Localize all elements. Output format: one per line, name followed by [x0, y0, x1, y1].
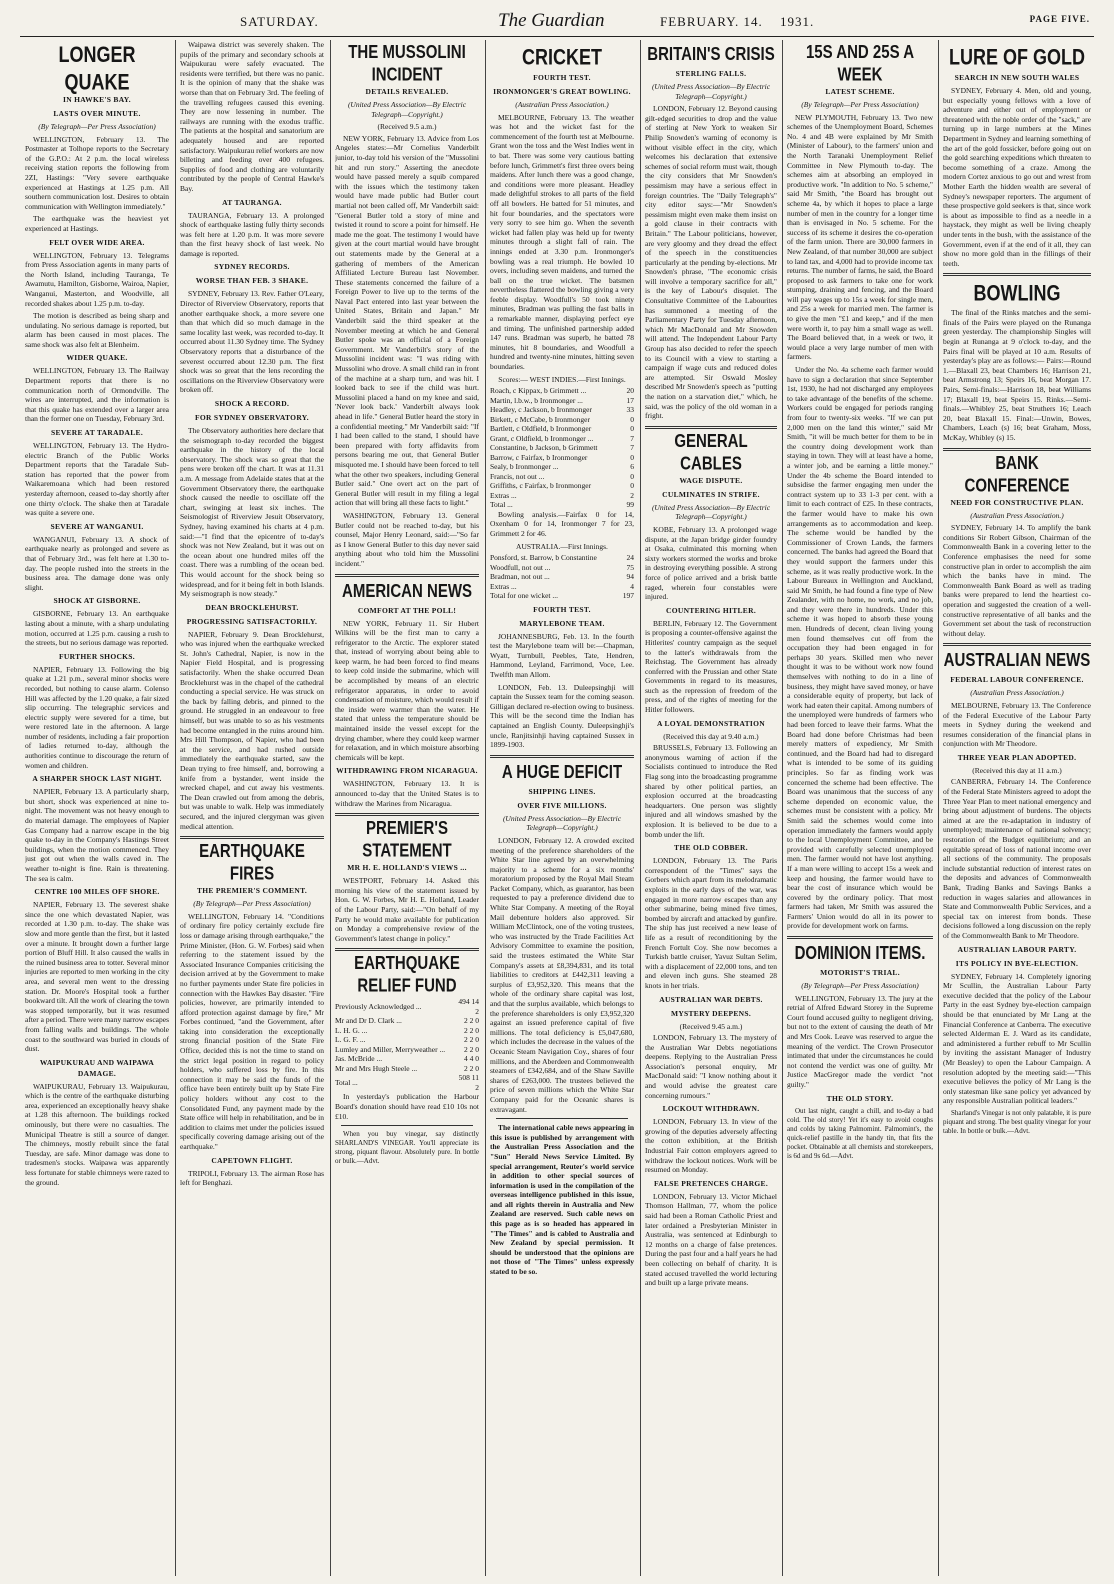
subheading: CULMINATES IN STRIFE. [662, 489, 760, 499]
subheading: AUSTRALIAN LABOUR PARTY. [957, 944, 1077, 954]
article-paragraph: KOBE, February 13. A prolonged wage dispute, at the Japan bridge girder foundry at Osaka, culminated this morning when sixty workers stormed the works and broke in destroying everything possible. A strong force of police arrived and a brisk battle raged, wherein four constables were injured. [645, 524, 777, 602]
received-time: (Received this day at 9.40 a.m.) [663, 731, 759, 741]
article-paragraph: WELLINGTON, February 13. Telegrams from Press Association agents in many parts of the North Island, including Tauranga, Te Awamutu, Hamilton, Gisborne, Wairoa, Napier, Wanganui, Masterton, and Woodville, all recorded shakes about 1.25 p.m. to-day. [25, 250, 169, 308]
score-row [490, 572, 634, 582]
article-paragraph: BERLIN, February 12. The Government is proposing a counter-offensive against the Hitlerites' country campaign as the sequel to the latter's withdrawals from the Reichstag. The Government has already conferred with the Prussian and other State Governments in regard to its measures, such as the repression of freedom of the press, and of the rights of meeting for the Hitler followers. [645, 618, 777, 715]
table-cell-value: 75 [626, 562, 634, 572]
article-paragraph: LONDON, February 12. A crowded excited meeting of the preference shareholders of the White Star line agreed by an overwhelming majority to a scheme for a six months' moratorium proposed by the Royal Mail Steam Packet Company, which, as guarantor, has been requested to pay a preference dividend due to White Star Company. A meeting of the Royal Mail debenture holders also approved. Sir William McClintock, one of the voting trustees, who was instructed by the Trade Facilities Act Advisory Committee to examine the position, said the trustees estimated the White Star Company's assets at £8,394,831, and its total liabilities to creditors at £442,311 leaving a surplus of £3,952,320. This means that the whole of the ordinary share capital was lost, and that the surplus available, which belongs to the preference shareholders is only £3,952,320 against an issued preference capital of five millions. The total deficiency is £5,047,680, which includes the decrease in the values of the Oceanic Steam Navigation Coy., shares of four millions, and the Aberdeen and Commonwealth steamers of £342,684, and of the Shaw Saville shares of £263,000. The trustees believed the price of seven millions which the White Star Company paid for the Oceanic shares is extravagant. [490, 835, 634, 1114]
table-cell-value: 33 [626, 405, 634, 415]
section-divider [335, 813, 479, 816]
headline-15s-and-25s: 15S AND 25S A WEEK [805, 41, 915, 86]
subheading: FURTHER SHOCKS. [59, 651, 135, 661]
table-cell-label: Jas. McBride ... [335, 1054, 383, 1064]
table-cell-label: Martin, l.b.w., b Ironmonger ... [490, 395, 583, 405]
table-cell-label: Bartlett, c Oldfield, b Ironmonger [490, 424, 592, 434]
headline-australian-news: AUSTRALIAN NEWS [943, 650, 1091, 672]
table-cell-value: 494 14 2 [458, 997, 479, 1016]
received-time: (Received this day at 11 a.m.) [972, 765, 1062, 775]
scorecard-title: AUSTRALIA.—First Innings. [516, 541, 608, 551]
subheading: FOR SYDNEY OBSERVATORY. [195, 413, 309, 422]
subheading: CENTRE 100 MILES OFF SHORE. [34, 887, 160, 897]
article-paragraph: CANBERRA, February 14. The Conference of the Federal State Ministers agreed to adopt the Three Year Plan to meet national emergency and bring about adjustment of burdens. The objects aimed at are the re-adaptation in industry of unemployed; maintenance of national solvency; restoration of the Budget equilibrium; and an equitable spread of loss of national income over all sections of the community. The proposals include substantial reduction of interest rates on the deposits and advances of Commonwealth Bank, Trading Banks and Savings Banks a reduction in wages salaries and allowances in State and Commonwealth Public Services, and a special tax on interest from bonds. These decisions followed a long discussion on the reply of the Commonwealth Bank to Mr Theodore. [943, 777, 1091, 940]
subheading: WITHDRAWING FROM NICARAGUA. [336, 766, 478, 776]
scorecard-title: Scores:— WEST INDIES.—First Innings. [498, 374, 626, 384]
column-rule [175, 40, 176, 1576]
scorecard-west-indies [490, 386, 634, 510]
subheading: FOURTH TEST. [533, 73, 591, 82]
column-1 [25, 40, 169, 1576]
score-row [490, 386, 634, 396]
source-credit: (By Telegraph—Per Press Association) [38, 122, 156, 131]
masthead [20, 6, 1094, 37]
table-cell-value: 4 4 0 [464, 1054, 479, 1064]
headline-dominion-items: DOMINION ITEMS. [794, 942, 926, 965]
fund-row [335, 1026, 479, 1036]
article-paragraph: NAPIER, February 13. A particularly sharp, but short, shock was experienced at nine to-night. The movement was not heavy enough to do material damage. The employees of Napier Gas Company had a narrow escape in the big quake to-day in the Company's Hastings Street buildings, when the motion commenced. They just got out when the walls caved in. The weather to-night is fine. Rain is threatening. The sea is calm. [25, 787, 169, 883]
subheading: LASTS OVER MINUTE. [53, 109, 141, 118]
score-row [490, 405, 634, 415]
table-cell-label: Griffiths, c Fairfax, b Ironmonger [490, 481, 592, 491]
table-cell-value: 197 [622, 591, 634, 601]
subheading: SEVERE AT WANGANUI. [50, 521, 144, 531]
fund-row [335, 1035, 479, 1045]
score-row [490, 424, 634, 434]
article-paragraph: WANGANUI, February 13. A shock of earthquake nearly as prolonged and severe as that of February 3rd., was felt here at 1.30 to-day. The people rushed into the streets in the business area. The damage done was only slight. [25, 534, 169, 592]
table-cell-value: 4 [630, 581, 634, 591]
table-cell-value: 20 [626, 386, 634, 396]
fund-row [335, 1045, 479, 1055]
article-paragraph: GISBORNE, February 13. An earthquake lasting about a minute, with a sharp undulating motion, occurred at 1.25 p.m. causing a rush to the streets, but no serious damage was reported. [25, 609, 169, 648]
table-cell-label: Barrow, c Fairfax, b Ironmonger [490, 452, 588, 462]
headline-american-news: AMERICAN NEWS [342, 580, 472, 602]
score-row [490, 415, 634, 425]
score-row [490, 491, 634, 501]
article-paragraph: TAURANGA, February 13. A prolonged shock of earthquake lasting fully thirty seconds was felt here at 1.20 p.m. It was more severe than the first heavy shock of last week. No damage is reported. [180, 210, 324, 258]
source-credit: (By Telegraph—Per Press Association) [193, 899, 311, 909]
table-cell-value: 0 [630, 452, 634, 462]
subheading: MR H. E. HOLLAND'S VIEWS ... [347, 863, 467, 873]
table-cell-label: Total for one wicket ... [490, 591, 558, 601]
headline-bowling: BOWLING [973, 280, 1061, 306]
article-paragraph: NAPIER, February 13. The severest shake since the one which devastated Napier, was recorded at 1.30 p.m. to-day. The shake was slow and more gentle than the first, but it lasted over a minute. It brought down a further large portion of Bluff Hill. It also caused the walls in the ruined business area to totter. Several minor injuries are reported to men working in the city area, and several men went to the dressing station. Dr. Moore's Hospital took a further bookward tilt. All the work of clearing the town was stopped temporarily, but it was resumed after a period. There were many narrow escapes from falling walls and buildings. The whole coast to the southward was buried in clouds of dust. [25, 900, 169, 1054]
source-credit: (United Press Association—By Electric Telegraph—Copyright.) [347, 100, 467, 119]
subheading: FELT OVER WIDE AREA. [49, 237, 145, 247]
article-paragraph: WELLINGTON, February 13. The jury at the retrial of Alfred Edward Storey in the Supreme Court found accused guilty to negligent driving, but not to the extent of causing the death of Mr and Mrs Cook. Leave was reserved to argue the meaning of the verdict. The Crown Prosecutor intimated that under the circumstances he could not contend the verdict was one of guilty. Mr Justice MacGregor made the verdict "not guilty." [787, 993, 933, 1089]
subheading: A SHARPER SHOCK LAST NIGHT. [32, 774, 162, 784]
article-paragraph: NEW PLYMOUTH, February 13. Two new schemes of the Unemployment Board, Schemes No. 4 and 4B were explained by Mr Smith (Minister of Labour), to the farmers' union and the North Taranaki Unemployment Relief Committee in New Plymouth to-day. The schemes aim at absorbing an employed in productive work. "In addition to No. 5 scheme," said Mr Smith, "the Board has brought out scheme 4a, by which it hopes to place a large number of men in the country for a longer time than is envisaged in No. 5 scheme. For the success of its scheme it desires the co-operation of the farm union. There are 30,000 farmers in New Zealand, of that number 30,000 are subject to land tax, and 4,000 had to provide income tax returns. The number of farms, he said, the Board proposed to ask farmers to take one for work stumping, draining and fencing, and the Board will pay wages up to 15s a week for single men, and 25s a week for married men. The farmer is to give the men "£1 and keep," and if the men were worth it, to pay him a small wage as well. The Board believed that, in a week or two, it would place a very large number of men with farmers. [787, 112, 933, 362]
subheading: AUSTRALIAN WAR DEBTS. [659, 994, 763, 1004]
article-paragraph: WELLINGTON, February 14. "Conditions of ordinary fire policy certainly exclude fire loss or damage arising through earthquake," the Prime Minister, (Hon. G. W. Forbes) said when referring to the statement issued by the Associated Insurance Companies criticising the decision arrived at by the Government to make no further payments under State fire policies in connection with the Hawkes Bay disaster. "Fire policies, however, are primarily intended to afford protection against damage by fire," Mr Forbes continued, "and the Government, after taking into consideration the exceptionally strong financial position of the State Fire Office, decided this is not the time to stand on the strict legal position in regard to policy holders, who suffered loss by fire. In this connection it may be said the funds of the office have been entirely built up by State Fire policy holders without any cost to the Consolidated Fund, any payment made by the State office will help in rehabilitation, and be in addition to claims met under the policies issued specifically covering damage arising out of the earthquake." [180, 911, 324, 1151]
subheading: LOCKOUT WITHDRAWN. [662, 1104, 760, 1114]
headline-mussolini-incident: THE MUSSOLINI INCIDENT [348, 41, 466, 86]
subheading: IRONMONGER'S GREAT BOWLING. [493, 87, 631, 96]
fund-row [335, 1064, 479, 1074]
table-cell-value: 2 2 0 [464, 1063, 479, 1073]
section-divider [645, 426, 777, 429]
subheading: SHOCK AT GISBORNE. [53, 596, 141, 606]
table-cell-value: 2 2 0 [464, 1044, 479, 1054]
score-row [490, 396, 634, 406]
table-cell-value: 17 [626, 395, 634, 405]
score-row [490, 563, 634, 573]
article-paragraph: SYDNEY, February 14. Completely ignoring Mr Scullin, the Australian Labour Party executive decided that the policy of the Labour Party in the east Sydney bye-election campaign should be that enunciated by Mr Lang at the Financial Conference at Canberra. The executive selected Alderman E. J. Ward as its candidate, and administered a further rebuff to Mr Scullin by inviting the assistant Manager of Industry (Mr Beasley) to open the Labour Campaign. A resolution adopted by the meeting said:—"This executive believes the policy of Mr Lang is the only statesman like sane policy yet advanced by any responsible Australian political leaders." [943, 971, 1091, 1106]
article-paragraph: WELLINGTON, February 13. The Railway Department reports that there is no communication north of Ormondville. The wires are interrupted, and the information is that this quake has extended over a larger area than the former one on Tuesday, February 3rd. [25, 366, 169, 424]
article-paragraph: Under the No. 4a scheme each farmer would have to sign a declaration that since September 1st, 1930, he had not discharged any employees to take advantage of the benefits of the scheme. Workers could be engaged for periods ranging from four to twenty-six weeks. "If we can put 2,000 men on the land this winter," said Mr Smith, "it will be much better for them to be in the country doing development work than staying in town. They will at least have a home, a winter job, and be earning a little money." Under the 4b scheme the Board intended to subsidise the farmer engaging men under the contract system up to 33 1-3 per cent. with a limit to each contract of £25. In these contracts, the farmer would have to make his own arrangements as to accommodation and keep. The scheme would be handled by the Commissioner of Crown Lands, the farmers concerned. The banks had agreed the Board that they would support the farmers under this scheme, as it was really productive work. In the Labour Bureaux in Wellington and Auckland, said Mr Smith, he had found a fine type of New Zealander, with no home, no work, and no job, and they were there in hundreds. Under this scheme it was hoped to absorb these young men. Hundreds of decent, clean living young men found themselves cut off from the occupation they had been engaged in for perhaps 30 years. Skilled men who never thought it was to be without work now found themselves with nothing to do in a line of business, they might have saved money, or have a considerable equity of property, but lack of work had eaten their capital. Among numbers of the unemployed were hundreds of farmers who had been forced to leave their farms. What the Board had done before Christmas had been merely matters of expediency, Mr Smith continued, and the Board had had to disregard what is intended to be some of its guiding principles. So far as finding work was concerned the scheme had been effective. The Board was unanimous that the success of any scheme depended on economic value, the schemes must be consistent with a policy. Mr Smith said the schemes would come into operation immediately the farmers would apply to the local Unemployment Committee, and be provided with carefully selected unemployed men. The farmer would not have lost anything. If a man were willing to accept 15s a week and keep and housing, the farmer would have to bear the cost of insurance which would be covered by the ordinary policy. That most farmers had taken, Mr Smith was assured the Farmers' Union would do all in its power to provide for development work on farms. [787, 365, 933, 931]
subheading: A LOYAL DEMONSTRATION [657, 718, 765, 728]
subheading: PROGRESSING SATISFACTORILY. [186, 616, 318, 626]
subheading: ITS POLICY IN BYE-ELECTION. [955, 958, 1079, 968]
column-3 [335, 40, 479, 1576]
subheading: SHIPPING LINES. [528, 786, 596, 796]
subheading: COUNTERING HITLER. [666, 605, 756, 615]
table-cell-label: Extras ... [490, 581, 517, 591]
received-time: (Received 9.5 a.m.) [377, 122, 437, 132]
article-paragraph: LONDON, February 12. Beyond causing gilt-edged securities to drop and the value of sterling at New York to weaken Sir Philip Snowden's warning of economy is without visible effect in the city, which welcomes his declaration that extensive schemes of social reform must wait, though the city considers that Mr Snowden's pessimism may have a serious effect in foreign countries. The "Daily Telegraph's" city editor says:—"Mr Snowden's pessimism might even make them insist on a gold clause in their contracts with Britain." The Labour politicians, however, are very gloomy and they dread the effect of the speech in the constituencies particularly at the pending by-elections. Mr Snowden's phrase, "The economic crisis will involve a temporary sacrifice for all," is the key of Labour's disquiet. The Consultative Committee of the Labourites has summoned a meeting of the Parliamentary Party for Tuesday afternoon, which Mr MacDonald and Mr Snowden will attend. The Independent Labour Party Group has also decided to refer the speech to its Council with a view to starting a campaign if wage cuts and reduced doles are attempted. Sir Oswald Mosley described Mr Snowden's speech as "putting the nation on a starvation diet," which, he said, was the policy of the old woman in a fright. [645, 104, 777, 421]
article-paragraph: WAIPUKURAU, February 13. Waipukurau, which is the centre of the earthquake disturbing area, experienced an exceptionally heavy shake at 1.28 this afternoon. The buildings rocked ominously, but there were no casualties. The Municipal Theatre is still a source of danger. The chimneys, mostly rebuilt since the fatal Tuesday, are safe. Minor damage was done to tradesmen's stocks. Waipawa was apparently less fortunate for stable chimneys were razed to the ground. [25, 1081, 169, 1187]
divider [496, 1118, 628, 1119]
subheading: WORSE THAN FEB. 3 SHAKE. [195, 276, 309, 286]
article-paragraph: WASHINGTON, February 13. It is announced to-day that the United States is to withdraw the Marines from Nicaragua. [335, 779, 479, 808]
table-cell-value: 2 2 0 [464, 1016, 479, 1026]
subheading: WAIPUKURAU AND WAIPAWA DAMAGE. [39, 1057, 155, 1078]
scorecard-australia [490, 553, 634, 601]
subheading: THE PREMIER'S COMMENT. [196, 886, 307, 896]
article-paragraph: SYDNEY, February 4. Men, old and young, but especially young fellows with a love of adventure and either out of employment or threatened with the noble order of the "sack," are turning up in large numbers at the Mines Department in Sydney and learning something of the art of the gold fossicker, before going out on the gold searching expeditions which threaten to become something of a craze. Among the modern Cortez anxious to go out and wrest from Mother Earth the hidden wealth are several of Sydney's newspaper reporters. The argument of these prospective gold seekers is that, since work is about as impossible to find as a needle in a haystack, they might as well be living cheaply under tents in the bush, with the assistance of the Government, even if at the end of it all, they can show no more gold than in the fillings of their teeth. [943, 86, 1091, 268]
score-row [490, 582, 634, 592]
article-paragraph: SYDNEY, February 14. To amplify the bank conditions Sir Robert Gibson, Chairman of the Commonwealth Bank in a covering letter to the Conference emphasises the need for some constructive plan in order to accomplish the aim which the banks have in mind. The Commonwealth Bank Board as well as trading banks were prepared to lend the heartiest co-operation and suggested the creation of a well-constructive representative of all banks and the Government set about the task of reconstruction without delay. [943, 523, 1091, 638]
article-paragraph: The Observatory authorities here declare that the seismograph to-day recorded the biggest earthquake in the history of the local observatory. The shock was so great that the pens were broken off the chart. It was at 11.31 a.m. A message from Adelaide states that at the Government Observatory there, the earthquake shock caused the needle to oscillate off the chart, swinging at least six inches. The Seismologist of Riverview Jesuit Observatory, Sydney, having examined his charts at 4 p.m. said:—"I find that the epicentre of to-day's shock was not New Zealand, but it was out on the ocean about one hundred miles off the coast. There was a rumbling of the ocean bed. This would account for the shock being so widespread, and for it being felt in both Islands. My seismograph is now steady." [180, 426, 324, 599]
table-cell-label: Ponsford, st. Barrow, b Constantine [490, 553, 597, 563]
masthead-day: SATURDAY. [240, 14, 319, 29]
section-divider [335, 948, 479, 951]
article-paragraph: BRUSSELS, February 13. Following an anonymous warning of action if the Socialists continued to introduce the Red Flag song into the broadcasting programme shared by other political parties, an explosion occurred at the broadcasting headquarters. One person was slightly injured and all windows smashed by the explosion. It is believed to be due to a bomb under the lift. [645, 743, 777, 839]
relief-fund-table [335, 997, 479, 1092]
article-paragraph: NAPIER, February 9. Dean Brocklehurst, who was injured when the earthquake wrecked St. John's Cathedral, Napier, is now in the Napier Field Hospital, and is progressing satisfactorily. When the shake occurred Dean Brocklehurst was in the chapel of the cathedral conducting a special service. He was struck on the back by falling debris, and pinned to the ground. He struggled in an endeavour to free himself, but was unable to so as his vestments had become entangled in the ruins around him. Mrs Hill Thompson, of Napier, who had been at the service, and had rushed outside immediately the earthquake started, saw the Dean trying to free himself, and, borrowing a knife from a bystander, went inside the wrecked chapel, and cut away his vestments. The Dean crawled out from among the debris, but was unable to walk. Help was immediately secured, and the injured clergyman was given medical attention. [180, 629, 324, 831]
section-divider [943, 643, 1091, 646]
article-paragraph: WELLINGTON, February 13. The Postmaster at Tolhope reports to the Secretary of the G.P.O.: At 2 p.m. the local wireless receiving station reports the following from 2ZI, Hastings: "Very severe earthquake experienced at Hastings at 1.25 p.m. All southern communication lost. Desires to obtain communication with Wellington immediately." [25, 134, 169, 211]
subheading: IN HAWKE'S BAY. [63, 95, 131, 104]
advertisement: Out last night, caught a chill, and to-day a bad cold. The old story! Yet it's easy to avoid coughs and colds by taking Palmomint. Palmomint's, the quick-relief pastille in the handy tin, that fits the pocket. Obtainable at all chemists and storekeepers, is 6d and 9s 6d.—Advt. [787, 1106, 933, 1160]
table-cell-label: Woodfull, not out ... [490, 562, 551, 572]
subheading: CAPETOWN FLIGHT. [211, 1155, 293, 1165]
section-divider [180, 836, 324, 839]
subheading: AT TAURANGA. [222, 197, 282, 207]
headline-longer-quake: LONGER QUAKE [58, 41, 136, 95]
score-row [490, 591, 634, 601]
subheading: WIDER QUAKE. [66, 353, 128, 363]
fund-row [335, 1054, 479, 1064]
masthead-year: 1931. [780, 14, 815, 29]
subheading: SHOCK A RECORD. [214, 399, 290, 408]
article-paragraph: The earthquake was the heaviest yet experienced at Hastings. [25, 214, 169, 233]
table-cell-value: 2 [630, 490, 634, 500]
section-divider [943, 273, 1091, 276]
article-paragraph: NEW YORK, February 13. Advice from Los Angeles states:—Mr Cornelius Vanderbilt junior, to-day told his version of the "Mussolini hit and run story." Asserting the anecdote would have passed merely a squib compared with the issues which the testimony taken would have made public had Butler court martial not been called off, Mr Vanderbilt said: "General Butler told a story of mine and twisted it round to score a point for himself. He made me the goat. The testimony I would have given at the court martial would have brought out statements made by the General at a gathering of members of the American Affiliated Lecture Bureau last November. These statements concerned the failure of a Foreign Power to live up to the terms of the Naval Pact entered into last year between the United States, Britain and Japan." Mr Vanderbilt said the third speaker at the November meeting at which he and General Butler spoke was an official of a Foreign Government. Mr Vanderbilt's story of the Mussolini incident was: "I was riding with Mussolini who drove. A small child ran in front of the machine at a sharp turn, and was hit. I looked back to see if the child was hurt. Mussolini placed a hand on my knee and said, 'Never look back.' Vanderbilt always look ahead in life." General Butler heard the story in a confidential meeting." Mr Vanderbilt said: "If I had been called to the stand, I should have been prepared with forty affidavits from persons bearing me out, that General Butler misquoted me. I should have been forced to tell what the other two speakers, including General Butler said." One overt act on the part of General Butler will result in my filing a legal action that will bring all these facts to light." [335, 133, 479, 508]
article-paragraph: WASHINGTON, February 13. General Butler could not be reached to-day, but his counsel, Major Henry Leonard, said:—"So far as I know General Butler to this day never said anything about who told him the Mussolini incident." [335, 510, 479, 568]
table-cell-value: 7 [630, 433, 634, 443]
section-divider [335, 574, 479, 577]
score-row [490, 443, 634, 453]
subheading: STERLING FALLS. [675, 69, 747, 78]
table-cell-label: L. H. G. ... [335, 1025, 368, 1035]
article-paragraph: LONDON, Feb. 13. Duleepsinghji will captain the Sussex team for the coming season. Gilligan declared re-election owing to business. This will be the second time the Indian has captained an English County. Duleepsinghji's uncle, Ranjitsinhji having captained Sussex in 1899-1903. [490, 682, 634, 750]
subheading: OVER FIVE MILLIONS. [517, 800, 607, 810]
subheading: SEARCH IN NEW SOUTH WALES [954, 73, 1080, 82]
advertisement: When you buy vinegar, say distinctly SHARLAND'S VINEGAR. You'll appreciate its strong, piquant flavour. Absolutely pure. In bottle or bulk.—Advt. [335, 1130, 479, 1166]
cable-notice: The international cable news appearing in this issue is published by arrangement with the Australian Press Association and the "Sun" Herald News Service Limited. By special arrangement, Reuter's world service in addition to other special sources of information is used in the compilation of the overseas intelligence published in this issue, and all rights therein in Australia and New Zealand are reserved. Such cable news on this page as is so headed has appeared in "The Times" and is cabled to Australia and New Zealand by special permission. It should be understood that the opinions are not those of "The Times" unless expressly stated to be so. [490, 1123, 634, 1277]
column-rule [485, 40, 486, 1576]
received-time: (Received 9.45 a.m.) [679, 1021, 743, 1031]
table-cell-label: Bradman, not out ... [490, 572, 550, 582]
article-paragraph: The motion is described as being sharp and undulating. No serious damage is reported, but alarm has been caused in most places. The same shock was also felt at Blenheim. [25, 311, 169, 349]
table-cell-value: 0 [630, 481, 634, 491]
subheading: SEVERE AT TARADALE. [50, 428, 144, 438]
article-paragraph: In yesterday's publication the Harbour Board's donation should have read £10 10s not £10. [335, 1092, 479, 1121]
article-paragraph: SYDNEY, February 13. Rev. Father O'Leary, Director of Riverview Observatory, reports that another earthquake shock, a more severe one than that which did so much damage in the same locality last week, was recorded to-day. It occurred about 11.30 Sydney time. The Sydney Observatory reports that a disturbance of the severest occurred about 12.30 p.m. The first shock was so great that the lens recording the oscillations on the Riverview Observatory were broken off. [180, 289, 324, 395]
subheading: LATEST SCHEME. [825, 87, 895, 96]
column-5 [645, 40, 777, 1576]
score-row [490, 453, 634, 463]
source-credit: (By Telegraph—Per Press Association) [801, 100, 919, 109]
table-cell-label: Total ... [490, 500, 513, 510]
subheading: THE OLD STORY. [826, 1093, 894, 1103]
headline-bank-conference: BANK CONFERENCE [964, 452, 1070, 496]
column-rule [330, 40, 331, 1576]
table-cell-value: 508 11 2 [458, 1073, 479, 1092]
column-6 [787, 40, 933, 1576]
column-2 [180, 40, 324, 1576]
source-credit: (United Press Association—By Electric Telegraph—Copyright.) [651, 502, 771, 522]
table-cell-value: 24 [626, 553, 634, 563]
subheading: DETAILS REVEALED. [365, 87, 449, 96]
article-paragraph: WELLINGTON, February 13. The Hydro-electric Branch of the Public Works Department reports that the Taradale Sub-station has reported that the power from Waikaremoana which had been restored yesterday afternoon, ceased to-day shortly after one thirty o'clock. The shake then at Taradale was quite a severe one. [25, 441, 169, 518]
advertisement: Sharland's Vinegar is not only palatable, it is pure piquant and strong. The best quality vinegar for your table. In bottle or bulk.—Advt. [943, 1108, 1091, 1135]
score-row [490, 481, 634, 491]
article-paragraph: Bowling analysis.—Fairfax 0 for 14, Oxenham 0 for 14, Ironmonger 7 for 23, Grimmett 2 for 46. [490, 509, 634, 538]
headline-earthquake-fires: EARTHQUAKE FIRES [199, 840, 305, 885]
headline-cricket: CRICKET [522, 44, 602, 70]
table-cell-label: Extras ... [490, 490, 517, 500]
article-paragraph: LONDON, February 13. In view of the growing of the deputies adversely affecting the cotton exhibition, at the British Industrial Fair cotton employers agreed to withdraw the lockout notices. Work will be resumed on Monday. [645, 1117, 777, 1175]
table-cell-label: L. G. F. ... [335, 1035, 366, 1045]
article-paragraph: Waipawa district was severely shaken. The pupils of the primary and secondary schools at Waipukurau were safely evacuated. The residents were terrified, but there was no panic. It is the opinion of many that the shake was worse than that on February 3rd. The feeling of the travelling refugees caused this evening. They are now lessening in number. The railways are running with the exodus traffic. The patients at the hospital and sanatorium are adequately housed and are reported satisfactory. Waipukurau relief workers are now billeting and feeding over 400 refugees. Supplies of food and clothing are voluntarily contributed by the people of Central Hawke's Bay. [180, 40, 324, 193]
headline-general-cables: GENERAL CABLES [674, 430, 748, 475]
section-divider [943, 448, 1091, 451]
headline-relief-fund: EARTHQUAKE RELIEF FUND [354, 952, 460, 997]
table-cell-value: 0 [630, 424, 634, 434]
divider [341, 1125, 473, 1126]
subheading: FOURTH TEST. [533, 604, 591, 614]
headline-premiers-statement: PREMIER'S STATEMENT [362, 817, 452, 862]
section-divider [787, 936, 933, 939]
table-cell-value: 2 2 0 [464, 1025, 479, 1035]
masthead-date: FEBRUARY. 14. [660, 14, 763, 29]
subheading: THREE YEAR PLAN ADOPTED. [957, 752, 1077, 762]
table-cell-label: Headley, c Jackson, b Ironmonger [490, 405, 592, 415]
column-rule [640, 40, 641, 1576]
article-paragraph: LONDON, February 13. The mystery of the Australian War Debts negotiations deepens. Replying to the Australian Press Association's personal enquiry, Mr MacDonald said: "I know nothing about it and would advise the greatest care concerning rumours." [645, 1033, 777, 1100]
subheading: MOTORIST'S TRIAL. [820, 968, 900, 978]
article-paragraph: LONDON, February 13. Victor Michael Thomson Hallman, 77, whom the police said had been a Roman Catholic Priest and later ordained a Presbyterian Minister in Australia, was sentenced at Edinburgh to 12 months on a charge of false pretences. During the past four and a half years he had been collecting on behalf of charity. It is stated accused travelled the world lecturing and built up a large private means. [645, 1191, 777, 1288]
article-paragraph: MELBOURNE, February 13. The Conference of the Federal Executive of the Labour Party meets in Sydney during the weekend and resumes consideration of the financial plans in conjunction with Mr Theodore. [943, 700, 1091, 749]
table-cell-label: Previously Acknowledged ... [335, 1002, 422, 1012]
masthead-title: The Guardian [498, 10, 605, 31]
article-paragraph: NAPIER, February 13. Following the big quake at 1.21 p.m., several minor shocks were recorded, but nothing to cause alarm. Colenso Hill was affected by the 1.20 quake, a fair sized slip occurring. The telegraphic services and electric supply were severed for a time, but were restored late in the afternoon. A large number of residents, including a fair proportion of ladies returned to-day, although the authorities continue to discourage the return of women and children. [25, 664, 169, 770]
score-row [490, 434, 634, 444]
score-row [490, 500, 634, 510]
subheading: COMFORT AT THE POLL! [357, 605, 457, 615]
table-cell-label: Total ... [335, 1078, 358, 1088]
table-cell-value: 0 [630, 414, 634, 424]
table-cell-label: Sealy, b Ironmonger ... [490, 462, 559, 472]
source-credit: (Australian Press Association.) [970, 510, 1064, 520]
source-credit: (United Press Association—By Electric Telegraph—Copyright.) [502, 813, 622, 833]
source-credit: (By Telegraph—Per Press Association) [801, 981, 919, 991]
table-cell-value: 0 [630, 471, 634, 481]
table-cell-label: Mr and Dr D. Clark ... [335, 1016, 402, 1026]
article-paragraph: TRIPOLI, February 13. The airman Rose has left for Benghazi. [180, 1168, 324, 1188]
headline-britains-crisis: BRITAIN'S CRISIS [647, 43, 775, 65]
subheading: WAGE DISPUTE. [679, 475, 743, 485]
table-cell-label: Francis, not out ... [490, 471, 545, 481]
score-row [490, 472, 634, 482]
article-paragraph: NEW YORK, February 11. Sir Hubert Wilkins will be the first man to carry a refrigerator to the Arctic. The explorer stated that, instead of worrying about being able to keep warm, he had been forced to find means to keep cold inside the submarine, which will be accomplished by means of an electric refrigerator apparatus, in order to avoid condensation of moisture, which would result if the inside were warmer than the water. He stated that unless the temperature should be maintained inside the vessel except for the drying chamber, where they could keep warmer for relaxation, and in which moisture absorbing chemicals will be kept. [335, 618, 479, 762]
fund-row [335, 997, 479, 1016]
fund-row [335, 1073, 479, 1092]
table-cell-label: Roach, c Kippax, b Grimmett ... [490, 386, 587, 396]
table-cell-value: 6 [630, 462, 634, 472]
column-7 [943, 40, 1091, 1576]
column-rule [782, 40, 783, 1576]
subheading: MARYLEBONE TEAM. [519, 618, 605, 628]
subheading: FEDERAL LABOUR CONFERENCE. [950, 675, 1084, 685]
article-paragraph: WESTPORT, February 14. Asked this morning his view of the statement issued by Hon. G. W. Forbes, Mr H. E. Holland, Leader of the Labour Party, said:—"On behalf of my Party he would make available for publication on Monday a comprehensive review of the Government's latest change in policy." [335, 876, 479, 943]
table-cell-label: Mr and Mrs Hugh Steele ... [335, 1063, 418, 1073]
subheading: THE OLD COBBER. [674, 843, 748, 853]
section-divider [490, 755, 634, 758]
article-paragraph: LONDON, February 13. The Paris correspondent of the "Times" says the Gorbers which apart from its melodramatic exploits in the early days of the war, was engaged in more narrow escapes than any other submarine, being mined five times, bombed by aircraft and attacked by gunfire. The ship has just received a new lease of life as a result of reconditioning by the French Fortult Coy. She now becomes a Turkish battle cruiser, Yavuz Sultan Selim, with a displacement of 22,000 tons, and ten and eleven inch guns. She steamed 28 knots in her trials. [645, 856, 777, 990]
column-rule [938, 40, 939, 1576]
table-cell-value: 7 [630, 443, 634, 453]
score-row [490, 553, 634, 563]
table-cell-value: 99 [626, 500, 634, 510]
headline-huge-deficit: A HUGE DEFICIT [501, 761, 623, 783]
fund-row [335, 1016, 479, 1026]
table-cell-label: Birkett, c McCabe, b Ironmonger [490, 414, 590, 424]
article-paragraph: JOHANNESBURG, Feb. 13. In the fourth test the Marylebone team will be:—Chapman, Wyatt, Turnbull, Peebles, Tate, Hendren, Hammond, Leyland, Farrimond, Voce, Lee. Twelfth man Allom. [490, 631, 634, 679]
table-cell-value: 2 2 0 [464, 1035, 479, 1045]
subheading: MYSTERY DEEPENS. [670, 1008, 752, 1018]
subheading: DEAN BROCKLEHURST. [205, 602, 299, 612]
subheading: FALSE PRETENCES CHARGE. [653, 1178, 769, 1188]
table-cell-value: 94 [626, 572, 634, 582]
subheading: NEED FOR CONSTRUCTIVE PLAN. [950, 497, 1084, 507]
article-paragraph: The final of the Rinks matches and the semi-finals of the Pairs were played on the Runanga green yesterday. The championship Singles will begin at Runanga at 9 o'clock to-day, and the Pairs final will be played at 10 a.m. Results of yesterday's play are as follows:— Pairs:—Round 1.—Blaxall 23, beat Chambers 16; Harrison 21, beat Armstrong 13; Speirs 16, beat Morgan 17. Pairs, Semi-finals:—Harrison 18, beat Williams 17; Blaxall 19, beat Speirs 15. Rinks.—Semi-finals.—Whibley 25, beat Struthers 16; Leach 20, beat Blaxall 15. Final:—Unwin, Bowes, Chambers, Leach (s) 16; beat Graham, Moss, McKay, Whibley (s) 15. [943, 308, 1091, 442]
column-4 [490, 40, 634, 1576]
table-cell-label: Constantine, b Jackson, b Grimmett [490, 443, 598, 453]
headline-lure-of-gold: LURE OF GOLD [949, 44, 1085, 70]
article-paragraph: MELBOURNE, February 13. The weather was hot and the wicket fast for the commencement of the fourth test at Melbourne. Grant won the toss and the West Indies went in to bat. There was some very cautious batting before lunch, Grimmett's first three overs being maidens. After lunch there was a good change, and conditions were more pleasant. Headley made delightful strokes to all parts of the field off all bowlers. He batted for 51 minutes, and hit four boundaries, and the spectators were very sorry to see him go. When the seventh wicket had fallen play was held up for twenty minutes through a slight fall of rain. The innings ended at 3.30 p.m. Ironmonger's bowling was a real triumph. He bowled 10 overs, including seven maidens, and turned the ball on the true wicket. The batsmen nevertheless flattered the bowling giving a very feeble display. Woodfull's 50 took ninety minutes, Bradman was pulling the fast balls in a remarkable manner, displaying perfect eye and timing. The unfinished partnership added 147 runs. Bradman was superb, he batted 78 minutes, hit 8 boundaries, and Woodfull a hundred and twenty-nine minutes, hitting seven boundaries. [490, 112, 634, 372]
source-credit: (Australian Press Association.) [970, 688, 1064, 698]
table-cell-label: Grant, c Oldfield, b Ironmonger ... [490, 433, 594, 443]
table-cell-label: Lumley and Miller, Merryweather ... [335, 1044, 446, 1054]
subheading: SYDNEY RECORDS. [214, 262, 290, 272]
masthead-page-number: PAGE FIVE. [1029, 14, 1090, 24]
score-row [490, 462, 634, 472]
source-credit: (Australian Press Association.) [515, 100, 609, 109]
source-credit: (United Press Association—By Electric Telegraph—Copyright.) [651, 82, 771, 101]
